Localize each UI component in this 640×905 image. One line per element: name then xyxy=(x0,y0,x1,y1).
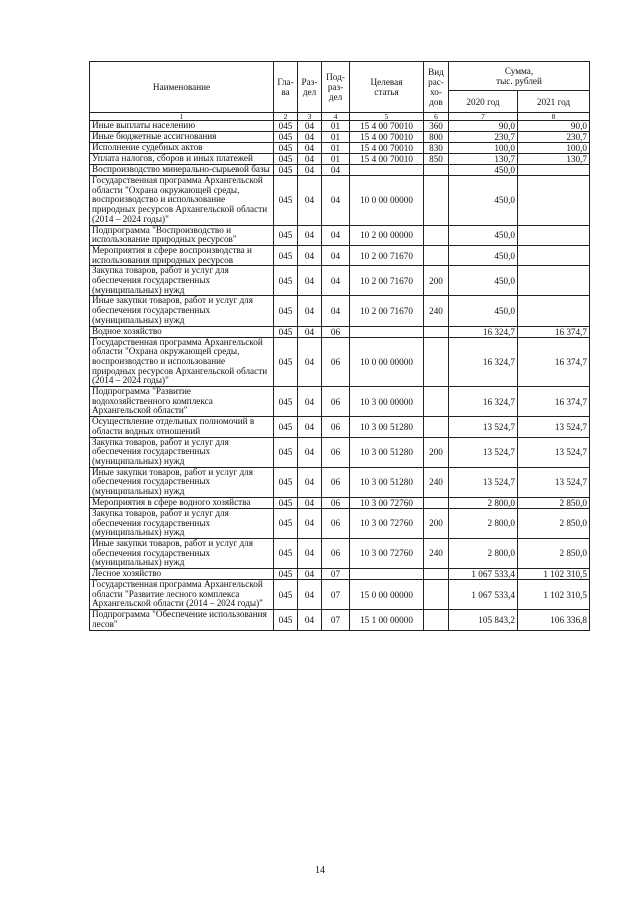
row-sum-2020: 1 067 533,4 xyxy=(449,580,518,610)
table-row xyxy=(90,245,590,265)
table-row xyxy=(90,176,590,226)
row-glava: 045 xyxy=(274,296,298,326)
row-glava: 045 xyxy=(274,387,298,417)
row-razdel: 04 xyxy=(298,337,322,387)
row-glava: 045 xyxy=(274,337,298,387)
row-name: Подпрограмма "Воспроизводство и использование природных ресурсов" xyxy=(90,225,274,245)
row-name: Исполнение судебных актов xyxy=(90,143,274,154)
header-glava: Гла- ва xyxy=(274,62,298,113)
page-number: 14 xyxy=(315,865,325,876)
row-target: 10 3 00 51280 xyxy=(350,467,424,497)
row-vid: 850 xyxy=(424,154,449,165)
row-name: Государственная программа Архангельской области "Охрана окружающей среды, воспроизводство и использование природных ресурсов Архангельской области (2014 – 2024 годы)" xyxy=(90,337,274,387)
row-sum-2020: 1 067 533,4 xyxy=(449,569,518,580)
row-razdel: 04 xyxy=(298,538,322,568)
row-sum-2020: 130,7 xyxy=(449,154,518,165)
row-vid xyxy=(424,245,449,265)
row-razdel: 04 xyxy=(298,245,322,265)
row-vid xyxy=(424,497,449,508)
row-glava: 045 xyxy=(274,417,298,437)
row-glava: 045 xyxy=(274,580,298,610)
row-sum-2021: 106 336,8 xyxy=(518,610,590,630)
row-target: 10 3 00 00000 xyxy=(350,387,424,417)
row-sum-2021 xyxy=(518,176,590,226)
row-razdel: 04 xyxy=(298,176,322,226)
row-name: Водное хозяйство xyxy=(90,326,274,337)
row-sum-2020: 450,0 xyxy=(449,245,518,265)
row-sum-2021: 100,0 xyxy=(518,143,590,154)
header-vid: Вид рас- хо- дов xyxy=(424,62,449,113)
row-target: 15 4 00 70010 xyxy=(350,143,424,154)
row-target: 10 3 00 72760 xyxy=(350,497,424,508)
table-row xyxy=(90,225,590,245)
row-name: Закупка товаров, работ и услуг для обеспечения государственных (муниципальных) нужд xyxy=(90,437,274,467)
row-target: 15 1 00 00000 xyxy=(350,610,424,630)
row-name: Воспроизводство минерально-сырьевой базы xyxy=(90,165,274,176)
row-vid xyxy=(424,176,449,226)
row-razdel: 04 xyxy=(298,121,322,132)
row-sum-2020: 450,0 xyxy=(449,296,518,326)
row-sum-2021: 16 374,7 xyxy=(518,387,590,417)
row-razdel: 04 xyxy=(298,132,322,143)
row-vid xyxy=(424,165,449,176)
row-name: Мероприятия в сфере водного хозяйства xyxy=(90,497,274,508)
row-target: 10 3 00 72760 xyxy=(350,538,424,568)
row-vid: 800 xyxy=(424,132,449,143)
row-name: Иные закупки товаров, работ и услуг для обеспечения государственных (муниципальных) нужд xyxy=(90,296,274,326)
column-number: 4 xyxy=(322,113,350,121)
column-number: 6 xyxy=(424,113,449,121)
row-podrazdel: 06 xyxy=(322,337,350,387)
row-sum-2020: 90,0 xyxy=(449,121,518,132)
row-razdel: 04 xyxy=(298,610,322,630)
row-razdel: 04 xyxy=(298,508,322,538)
column-number: 1 xyxy=(90,113,274,121)
row-sum-2021 xyxy=(518,245,590,265)
row-sum-2020: 2 800,0 xyxy=(449,508,518,538)
row-target xyxy=(350,165,424,176)
row-podrazdel: 07 xyxy=(322,580,350,610)
row-sum-2021 xyxy=(518,296,590,326)
table-row xyxy=(90,467,590,497)
budget-table xyxy=(89,61,590,631)
row-glava: 045 xyxy=(274,165,298,176)
row-sum-2020: 450,0 xyxy=(449,165,518,176)
table-row xyxy=(90,154,590,165)
table-row xyxy=(90,121,590,132)
row-podrazdel: 04 xyxy=(322,266,350,296)
row-sum-2021: 16 374,7 xyxy=(518,326,590,337)
row-vid xyxy=(424,387,449,417)
row-sum-2020: 230,7 xyxy=(449,132,518,143)
header-target: Целевая статья xyxy=(350,62,424,113)
row-sum-2020: 13 524,7 xyxy=(449,467,518,497)
row-sum-2021: 2 850,0 xyxy=(518,538,590,568)
header-year-2021: 2021 год xyxy=(518,91,590,113)
row-target: 10 2 00 71670 xyxy=(350,266,424,296)
table-row xyxy=(90,610,590,630)
row-razdel: 04 xyxy=(298,266,322,296)
row-vid xyxy=(424,569,449,580)
row-sum-2021: 130,7 xyxy=(518,154,590,165)
row-target: 10 3 00 72760 xyxy=(350,508,424,538)
row-target: 10 0 00 00000 xyxy=(350,337,424,387)
row-podrazdel: 06 xyxy=(322,387,350,417)
row-target: 15 4 00 70010 xyxy=(350,154,424,165)
row-glava: 045 xyxy=(274,569,298,580)
row-podrazdel: 04 xyxy=(322,245,350,265)
row-glava: 045 xyxy=(274,508,298,538)
row-sum-2020: 13 524,7 xyxy=(449,417,518,437)
row-sum-2020: 13 524,7 xyxy=(449,437,518,467)
row-podrazdel: 04 xyxy=(322,165,350,176)
table-row xyxy=(90,132,590,143)
row-podrazdel: 04 xyxy=(322,176,350,226)
row-glava: 045 xyxy=(274,497,298,508)
column-number: 2 xyxy=(274,113,298,121)
row-vid xyxy=(424,326,449,337)
row-sum-2021: 1 102 310,5 xyxy=(518,580,590,610)
table-row xyxy=(90,417,590,437)
column-number: 8 xyxy=(518,113,590,121)
row-vid: 200 xyxy=(424,508,449,538)
row-podrazdel: 01 xyxy=(322,132,350,143)
row-razdel: 04 xyxy=(298,296,322,326)
row-vid: 830 xyxy=(424,143,449,154)
row-target: 10 3 00 51280 xyxy=(350,437,424,467)
row-razdel: 04 xyxy=(298,326,322,337)
column-number-row xyxy=(90,113,590,121)
row-glava: 045 xyxy=(274,266,298,296)
row-sum-2021 xyxy=(518,165,590,176)
row-sum-2020: 16 324,7 xyxy=(449,387,518,417)
row-vid xyxy=(424,610,449,630)
row-razdel: 04 xyxy=(298,497,322,508)
column-number: 7 xyxy=(449,113,518,121)
row-vid xyxy=(424,417,449,437)
row-sum-2021 xyxy=(518,225,590,245)
row-sum-2020: 16 324,7 xyxy=(449,337,518,387)
row-sum-2020: 450,0 xyxy=(449,176,518,226)
row-razdel: 04 xyxy=(298,154,322,165)
row-glava: 045 xyxy=(274,245,298,265)
row-podrazdel: 04 xyxy=(322,225,350,245)
row-name: Иные бюджетные ассигнования xyxy=(90,132,274,143)
table-row xyxy=(90,508,590,538)
row-sum-2021: 90,0 xyxy=(518,121,590,132)
row-glava: 045 xyxy=(274,154,298,165)
row-target: 15 4 00 70010 xyxy=(350,132,424,143)
row-podrazdel: 01 xyxy=(322,143,350,154)
row-glava: 045 xyxy=(274,326,298,337)
row-glava: 045 xyxy=(274,176,298,226)
row-name: Подпрограмма "Обеспечение использования лесов" xyxy=(90,610,274,630)
row-podrazdel: 06 xyxy=(322,508,350,538)
row-vid xyxy=(424,337,449,387)
row-target: 10 2 00 00000 xyxy=(350,225,424,245)
table-row xyxy=(90,437,590,467)
row-target: 10 3 00 51280 xyxy=(350,417,424,437)
row-podrazdel: 07 xyxy=(322,569,350,580)
row-vid: 360 xyxy=(424,121,449,132)
row-podrazdel: 07 xyxy=(322,610,350,630)
row-name: Закупка товаров, работ и услуг для обеспечения государственных (муниципальных) нужд xyxy=(90,508,274,538)
header-sum: Сумма, тыс. рублей xyxy=(449,62,590,91)
table-row xyxy=(90,143,590,154)
table-row xyxy=(90,387,590,417)
table-row xyxy=(90,165,590,176)
row-podrazdel: 06 xyxy=(322,538,350,568)
row-sum-2020: 450,0 xyxy=(449,266,518,296)
row-name: Закупка товаров, работ и услуг для обеспечения государственных (муниципальных) нужд xyxy=(90,266,274,296)
row-glava: 045 xyxy=(274,225,298,245)
row-name: Мероприятия в сфере воспроизводства и использования природных ресурсов xyxy=(90,245,274,265)
row-target: 10 0 00 00000 xyxy=(350,176,424,226)
row-glava: 045 xyxy=(274,437,298,467)
row-glava: 045 xyxy=(274,121,298,132)
table-row xyxy=(90,326,590,337)
header-razdel: Раз- дел xyxy=(298,62,322,113)
header-year-2020: 2020 год xyxy=(449,91,518,113)
row-podrazdel: 06 xyxy=(322,497,350,508)
row-podrazdel: 04 xyxy=(322,296,350,326)
table-row xyxy=(90,569,590,580)
table-row xyxy=(90,296,590,326)
row-glava: 045 xyxy=(274,132,298,143)
row-sum-2020: 100,0 xyxy=(449,143,518,154)
row-razdel: 04 xyxy=(298,467,322,497)
row-podrazdel: 01 xyxy=(322,154,350,165)
row-sum-2020: 2 800,0 xyxy=(449,497,518,508)
row-vid xyxy=(424,580,449,610)
row-podrazdel: 06 xyxy=(322,467,350,497)
row-razdel: 04 xyxy=(298,569,322,580)
header-podrazdel: Под- раз- дел xyxy=(322,62,350,113)
row-sum-2021: 1 102 310,5 xyxy=(518,569,590,580)
row-sum-2021: 13 524,7 xyxy=(518,467,590,497)
row-razdel: 04 xyxy=(298,437,322,467)
row-sum-2021: 13 524,7 xyxy=(518,417,590,437)
row-vid: 200 xyxy=(424,437,449,467)
row-name: Иные выплаты населению xyxy=(90,121,274,132)
row-sum-2021: 16 374,7 xyxy=(518,337,590,387)
row-target: 15 0 00 00000 xyxy=(350,580,424,610)
row-vid: 240 xyxy=(424,467,449,497)
row-name: Лесное хозяйство xyxy=(90,569,274,580)
row-target xyxy=(350,326,424,337)
table-row xyxy=(90,538,590,568)
row-sum-2020: 16 324,7 xyxy=(449,326,518,337)
row-podrazdel: 06 xyxy=(322,417,350,437)
row-vid: 240 xyxy=(424,296,449,326)
row-podrazdel: 06 xyxy=(322,326,350,337)
table-row xyxy=(90,337,590,387)
row-sum-2021: 230,7 xyxy=(518,132,590,143)
column-number: 5 xyxy=(350,113,424,121)
row-target: 15 4 00 70010 xyxy=(350,121,424,132)
row-vid: 240 xyxy=(424,538,449,568)
row-name: Уплата налогов, сборов и иных платежей xyxy=(90,154,274,165)
row-razdel: 04 xyxy=(298,387,322,417)
row-glava: 045 xyxy=(274,467,298,497)
row-glava: 045 xyxy=(274,610,298,630)
row-razdel: 04 xyxy=(298,165,322,176)
row-glava: 045 xyxy=(274,538,298,568)
row-name: Подпрограмма "Развитие водохозяйственного комплекса Архангельской области" xyxy=(90,387,274,417)
row-razdel: 04 xyxy=(298,580,322,610)
table-row xyxy=(90,580,590,610)
row-sum-2020: 105 843,2 xyxy=(449,610,518,630)
row-target: 10 2 00 71670 xyxy=(350,296,424,326)
row-sum-2021: 2 850,0 xyxy=(518,497,590,508)
row-name: Государственная программа Архангельской области "Развитие лесного комплекса Архангельской области (2014 – 2024 годы)" xyxy=(90,580,274,610)
row-vid xyxy=(424,225,449,245)
row-podrazdel: 01 xyxy=(322,121,350,132)
row-sum-2020: 450,0 xyxy=(449,225,518,245)
row-target xyxy=(350,569,424,580)
row-name: Иные закупки товаров, работ и услуг для обеспечения государственных (муниципальных) нужд xyxy=(90,467,274,497)
row-target: 10 2 00 71670 xyxy=(350,245,424,265)
row-glava: 045 xyxy=(274,143,298,154)
row-sum-2021: 13 524,7 xyxy=(518,437,590,467)
row-name: Осуществление отдельных полномочий в области водных отношений xyxy=(90,417,274,437)
table-row xyxy=(90,497,590,508)
row-sum-2021: 2 850,0 xyxy=(518,508,590,538)
row-podrazdel: 06 xyxy=(322,437,350,467)
table-row xyxy=(90,266,590,296)
row-razdel: 04 xyxy=(298,143,322,154)
row-vid: 200 xyxy=(424,266,449,296)
row-name: Государственная программа Архангельской области "Охрана окружающей среды, воспроизводство и использование природных ресурсов Архангельской области (2014 – 2024 годы)" xyxy=(90,176,274,226)
row-razdel: 04 xyxy=(298,417,322,437)
row-sum-2021 xyxy=(518,266,590,296)
row-sum-2020: 2 800,0 xyxy=(449,538,518,568)
column-number: 3 xyxy=(298,113,322,121)
row-name: Иные закупки товаров, работ и услуг для обеспечения государственных (муниципальных) нужд xyxy=(90,538,274,568)
header-name: Наименование xyxy=(90,62,274,113)
row-razdel: 04 xyxy=(298,225,322,245)
